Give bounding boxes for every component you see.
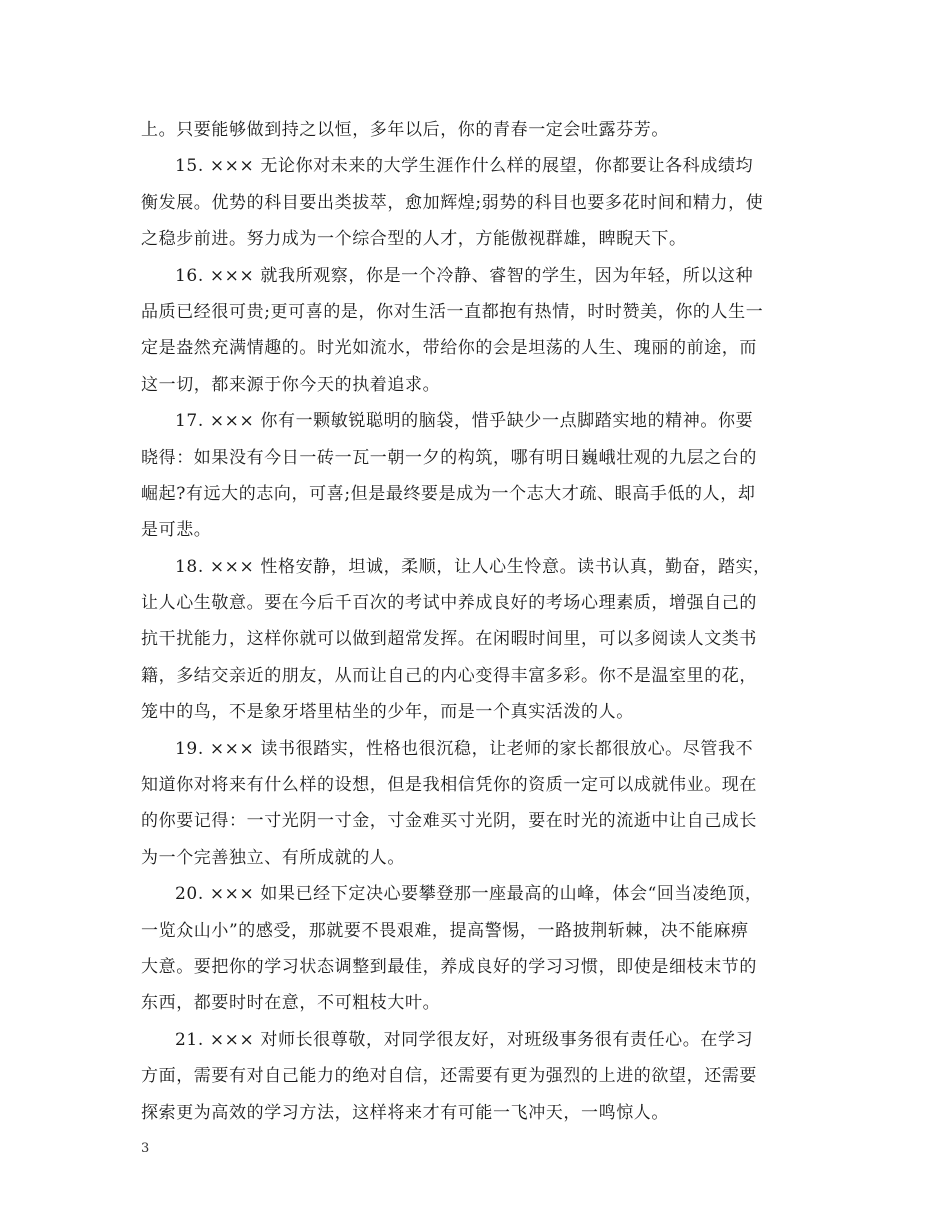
- text-line: 一览众山小”的感受，那就要不畏艰难，提高警惕，一路披荆斩棘，决不能麻痹: [141, 920, 749, 941]
- text-line: 品质已经很可贵;更可喜的是，你对生活一直都抱有热情，时时赞美，你的人生一: [141, 301, 764, 322]
- text-line: 东西，都要时时在意，不可粗枝大叶。: [141, 993, 441, 1014]
- comment-21-line: 21. ××× 对师长很尊敬，对同学很友好，对班级事务很有责任心。在学习: [175, 1029, 754, 1050]
- text-line: 上。只要能够做到持之以恒，多年以后，你的青春一定会吐露芬芳。: [141, 120, 669, 140]
- comment-18-line: 18. ××× 性格安静，坦诚，柔顺，让人心生怜意。读书认真，勤奋，踏实，: [175, 556, 771, 577]
- text-line: 晓得：如果没有今日一砖一瓦一朝一夕的构筑，哪有明日巍峨壮观的九层之台的: [141, 447, 757, 468]
- text-line: 衡发展。优势的科目要出类拔萃，愈加辉煌;弱势的科目也要多花时间和精力，使: [141, 192, 764, 213]
- text-line: 抗干扰能力，这样你就可以做到超常发挥。在闲暇时间里，可以多阅读人文类书: [141, 629, 757, 650]
- text-line: 籍，多结交亲近的朋友，从而让自己的内心变得丰富多彩。你不是温室里的花，: [141, 665, 757, 686]
- text-line: 为一个完善独立、有所成就的人。: [141, 847, 405, 868]
- text-line: 这一切，都来源于你今天的执着追求。: [141, 374, 441, 395]
- comment-20-line: 20. ××× 如果已经下定决心要攀登那一座最高的山峰，体会“回当凌绝顶，: [175, 884, 763, 905]
- text-line: 崛起?有远大的志向，可喜;但是最终要是成为一个志大才疏、眼高手低的人，却: [141, 483, 756, 504]
- page-number: 3: [141, 1141, 150, 1156]
- text-line: 的你要记得：一寸光阴一寸金，寸金难买寸光阴，要在时光的流逝中让自己成长: [141, 811, 757, 832]
- text-line: 知道你对将来有什么样的设想，但是我相信凭你的资质一定可以成就伟业。现在: [141, 775, 757, 796]
- text-line: 大意。要把你的学习状态调整到最佳，养成良好的学习习惯，即使是细枝末节的: [141, 956, 757, 977]
- comment-17-line: 17. ××× 你有一颗敏锐聪明的脑袋，惜乎缺少一点脚踏实地的精神。你要: [175, 411, 754, 432]
- text-line: 方面，需要有对自己能力的绝对自信，还需要有更为强烈的上进的欲望，还需要: [141, 1066, 757, 1087]
- text-line: 探索更为高效的学习方法，这样将来才有可能一飞冲天，一鸣惊人。: [141, 1102, 669, 1123]
- comment-19-line: 19. ××× 读书很踏实，性格也很沉稳，让老师的家长都很放心。尽管我不: [175, 738, 754, 759]
- text-line: 是可悲。: [141, 520, 212, 541]
- text-line: 定是盎然充满情趣的。时光如流水，带给你的会是坦荡的人生、瑰丽的前途，而: [141, 338, 757, 359]
- document-body: [141, 112, 811, 1131]
- text-line: 之稳步前进。努力成为一个综合型的人才，方能傲视群雄，睥睨天下。: [141, 229, 687, 250]
- comment-15-line: 15. ××× 无论你对未来的大学生涯作什么样的展望，你都要让各科成绩均: [175, 156, 754, 177]
- text-line: 笼中的鸟，不是象牙塔里枯坐的少年，而是一个真实活泼的人。: [141, 702, 634, 723]
- comment-16-line: 16. ××× 就我所观察，你是一个冷静、睿智的学生，因为年轻，所以这种: [175, 265, 754, 286]
- text-line: 让人心生敬意。要在今后千百次的考试中养成良好的考场心理素质，增强自己的: [141, 593, 757, 614]
